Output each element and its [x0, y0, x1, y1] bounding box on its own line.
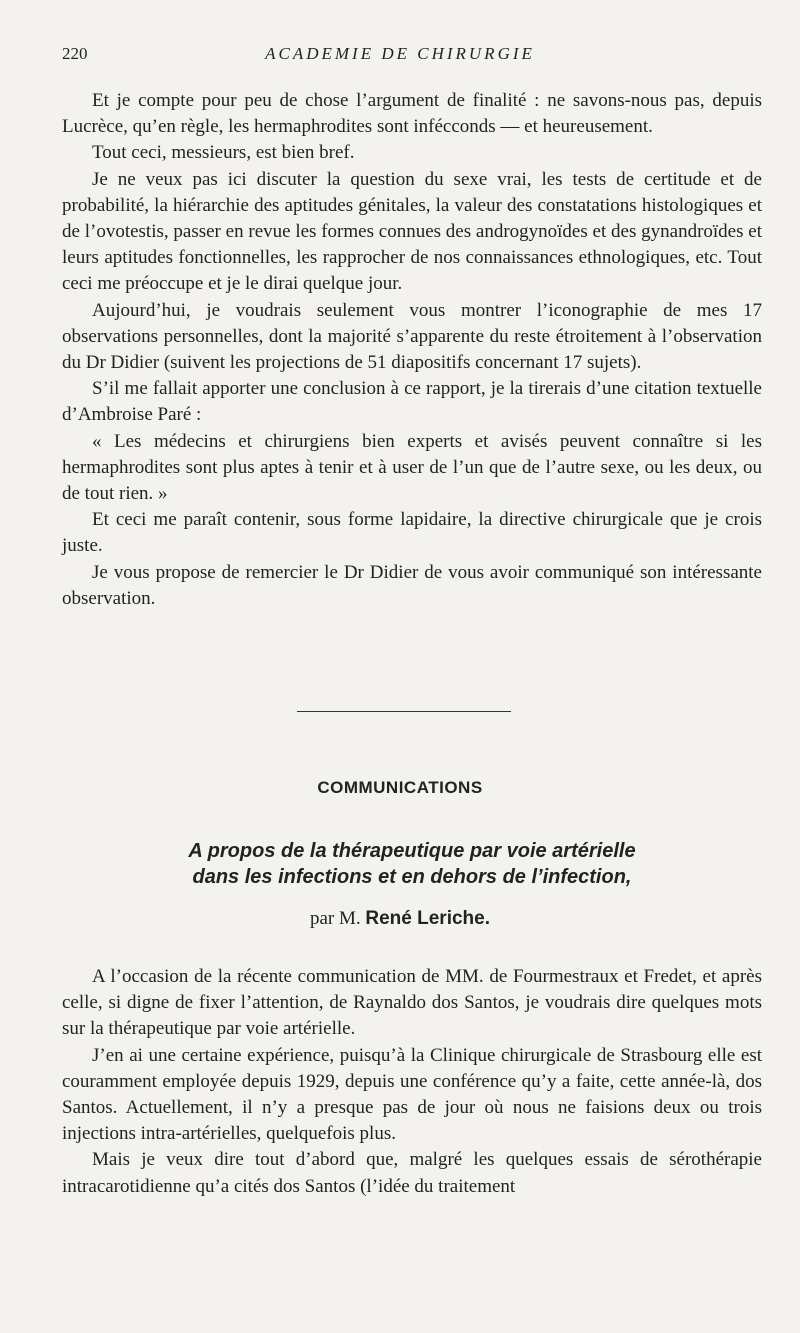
- byline: [0, 908, 800, 930]
- paragraph: Je ne veux pas ici discuter la question du sexe vrai, les tests de certitude et de probabilité, la hiérarchie des aptitudes génitales, la valeur des constatations histologiques et de l’ovotestis, passer en revue les formes connues des androgynoïdes et des gynandroïdes et leurs aptitudes fonctionnelles, les rapprocher de nos connaissances ethnologiques, etc. Tout ceci me préoccupe et je le dirai quelque jour.: [62, 168, 762, 295]
- paragraph: J’en ai une certaine expérience, puisqu’à la Clinique chirurgicale de Strasbourg elle est couramment employée depuis 1929, depuis une conférence qu’y a faite, cette année-là, dos Santos. Actuellement, il n’y a presque pas de jour où nous ne faisions deux ou trois injections intra-artérielles, quelquefois plus.: [62, 1044, 762, 1145]
- paragraph: Mais je veux dire tout d’abord que, malgré les quelques essais de sérothérapie intracarotidienne qu’a cités dos Santos (l’idée du traitement: [62, 1149, 762, 1197]
- quotation: « Les médecins et chirurgiens bien experts et avisés peuvent connaître si les hermaphrodites sont plus aptes à tenir et à user de l’un que de l’autre sexe, ou les deux, ou de tout rien. »: [62, 430, 762, 505]
- paragraph: S’il me fallait apporter une conclusion à ce rapport, je la tirerais d’une citation textuelle d’Ambroise Paré :: [62, 378, 762, 426]
- paragraph: Aujourd’hui, je voudrais seulement vous montrer l’iconographie de mes 17 observations personnelles, dont la majorité s’apparente du reste étroitement à l’observation du Dr Didier (suivent les projections de 51 diapositifs concernant 17 sujets).: [62, 299, 762, 374]
- article-title-line: A propos de la thérapeutique par voie artérielle: [188, 840, 636, 862]
- body-text-bottom: [62, 964, 762, 1200]
- paragraph: Tout ceci, messieurs, est bien bref.: [92, 142, 355, 164]
- paragraph: A l’occasion de la récente communication de MM. de Fourmestraux et Fredet, et après celle, si digne de fixer l’attention, de Raynaldo dos Santos, je voudrais dire quelques mots sur la thérapeutique par voie artérielle.: [62, 966, 762, 1040]
- body-text-top: [62, 88, 762, 612]
- running-title: ACADEMIE DE CHIRURGIE: [265, 44, 535, 63]
- paragraph: Je vous propose de remercier le Dr Didier de vous avoir communiqué son intéressante observation.: [62, 561, 762, 609]
- paragraph: Et je compte pour peu de chose l’argument de finalité : ne savons-nous pas, depuis Lucrèce, qu’en règle, les hermaphrodites sont infécconds — et heureusement.: [62, 90, 762, 138]
- page-number: 220: [62, 44, 88, 63]
- article-title: [62, 838, 762, 890]
- author-name: René Leriche.: [365, 908, 490, 929]
- article-title-line: dans les infections et en dehors de l’infection,: [192, 866, 632, 888]
- section-divider: [297, 711, 511, 712]
- byline-prefix: par M.: [309, 908, 361, 929]
- running-header: [62, 44, 738, 68]
- section-heading: COMMUNICATIONS: [317, 778, 483, 797]
- paragraph: Et ceci me paraît contenir, sous forme lapidaire, la directive chirurgicale que je crois juste.: [62, 509, 762, 557]
